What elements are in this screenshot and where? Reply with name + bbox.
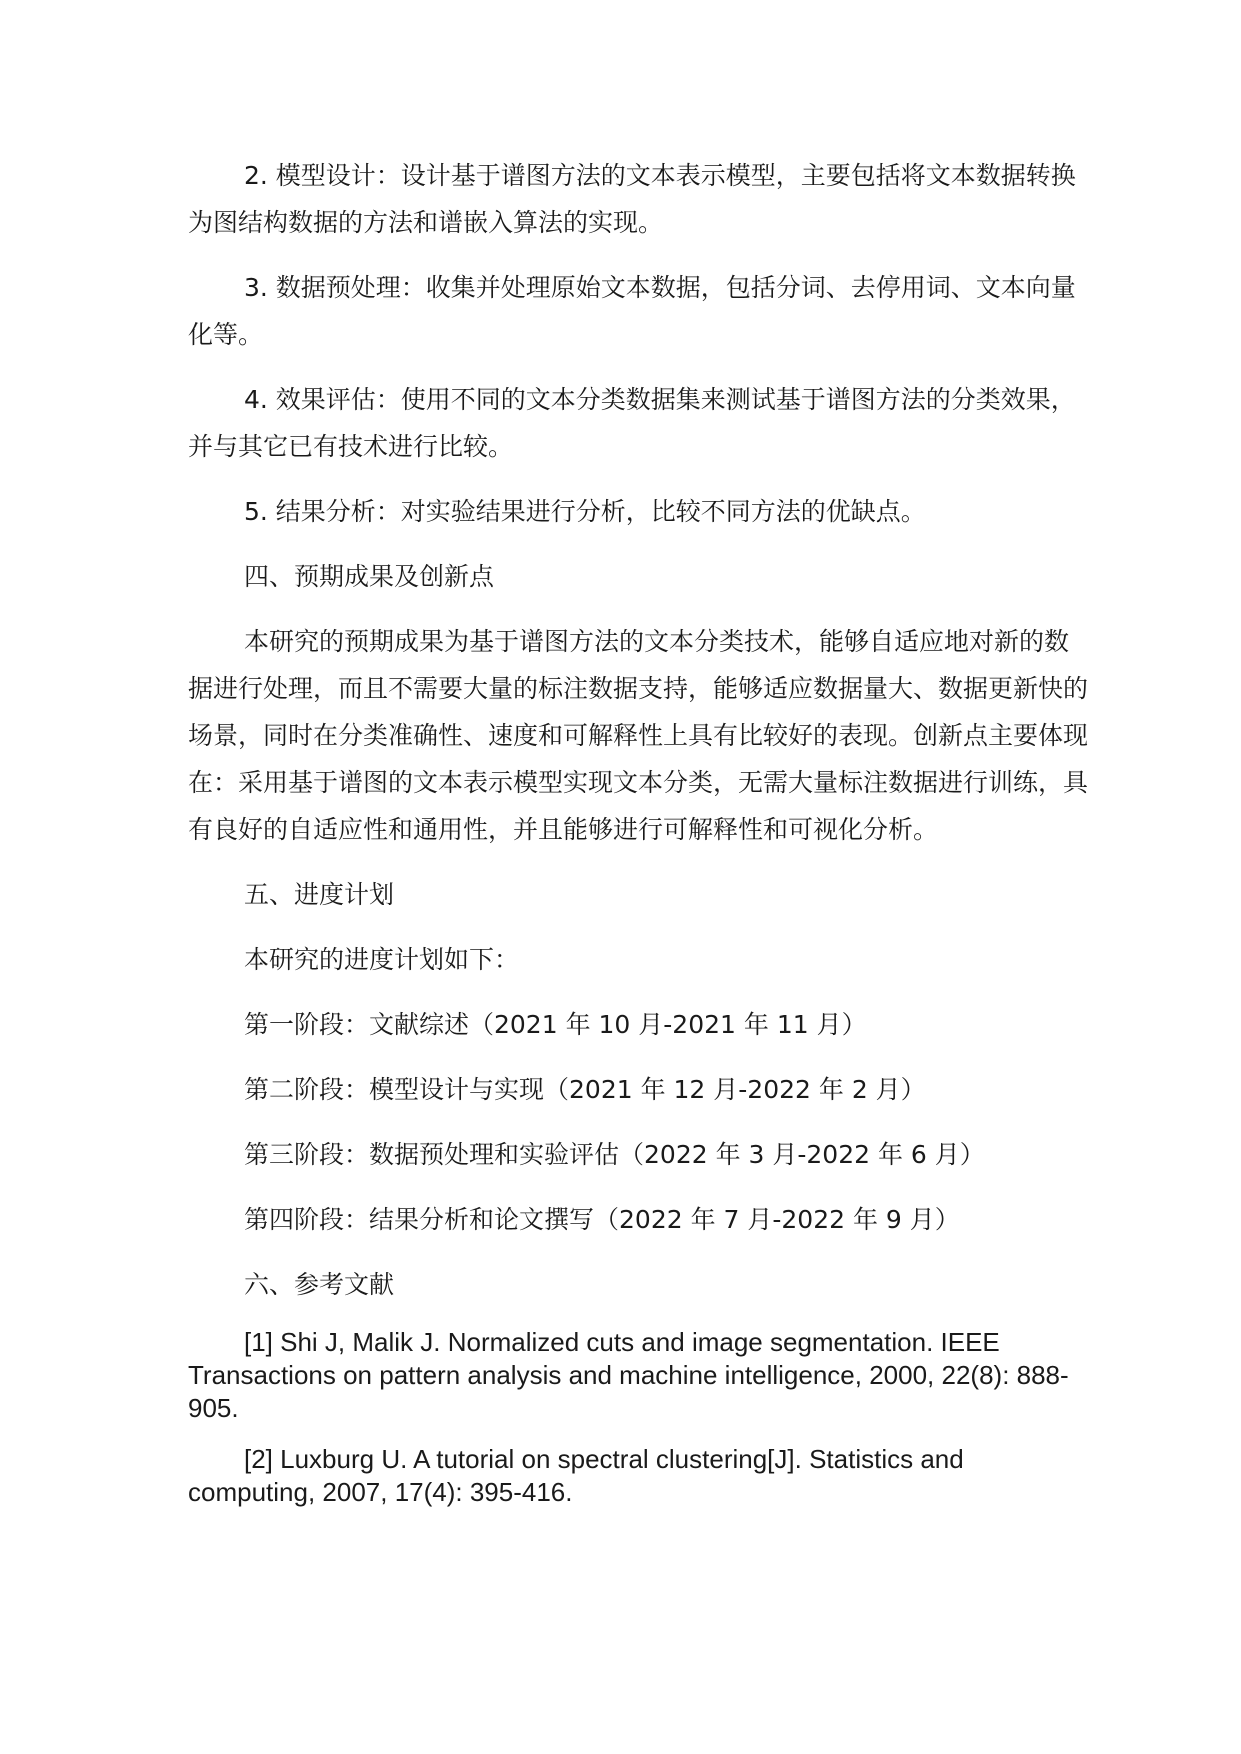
paragraph-expected-results: 本研究的预期成果为基于谱图方法的文本分类技术，能够自适应地对新的数据进行处理，而且不需要大量的标注数据支持，能够适应数据量大、数据更新快的场景，同时在分类准确性、速度和可解释性上具有比较好的表现。创新点主要体现在：采用基于谱图的文本表示模型实现文本分类，无需大量标注数据进行训练，具有良好的自适应性和通用性，并且能够进行可解释性和可视化分析。 [188,627,1089,844]
heading-schedule: 五、进度计划 [244,880,395,909]
paragraph-result-analysis: 5. 结果分析：对实验结果进行分析，比较不同方法的优缺点。 [244,497,926,526]
document-page [188,152,1088,1527]
schedule-stage-1: 第一阶段：文献综述（2021 年 10 月-2021 年 11 月） [244,1010,867,1039]
schedule-stage-4: 第四阶段：结果分析和论文撰写（2022 年 7 月-2022 年 9 月） [244,1205,960,1234]
paragraph-schedule-intro: 本研究的进度计划如下： [244,945,520,974]
reference-item-1: [1] Shi J, Malik J. Normalized cuts and image segmentation. IEEE Transactions on pattern analysis and machine intelligence, 2000, 22(8): 888-905. [188,1327,1069,1423]
schedule-stage-3: 第三阶段：数据预处理和实验评估（2022 年 3 月-2022 年 6 月） [244,1140,985,1169]
schedule-stage-2: 第二阶段：模型设计与实现（2021 年 12 月-2022 年 2 月） [244,1075,926,1104]
heading-expected-results: 四、预期成果及创新点 [244,562,495,591]
paragraph-effect-evaluation: 4. 效果评估：使用不同的文本分类数据集来测试基于谱图方法的分类效果，并与其它已有技术进行比较。 [188,385,1076,461]
heading-references: 六、参考文献 [244,1270,395,1299]
paragraph-model-design: 2. 模型设计：设计基于谱图方法的文本表示模型，主要包括将文本数据转换为图结构数据的方法和谱嵌入算法的实现。 [188,161,1076,237]
paragraph-data-preprocessing: 3. 数据预处理：收集并处理原始文本数据，包括分词、去停用词、文本向量化等。 [188,273,1076,349]
reference-item-2: [2] Luxburg U. A tutorial on spectral clustering[J]. Statistics and computing, 2007, 17(4): 395-416. [188,1444,964,1507]
